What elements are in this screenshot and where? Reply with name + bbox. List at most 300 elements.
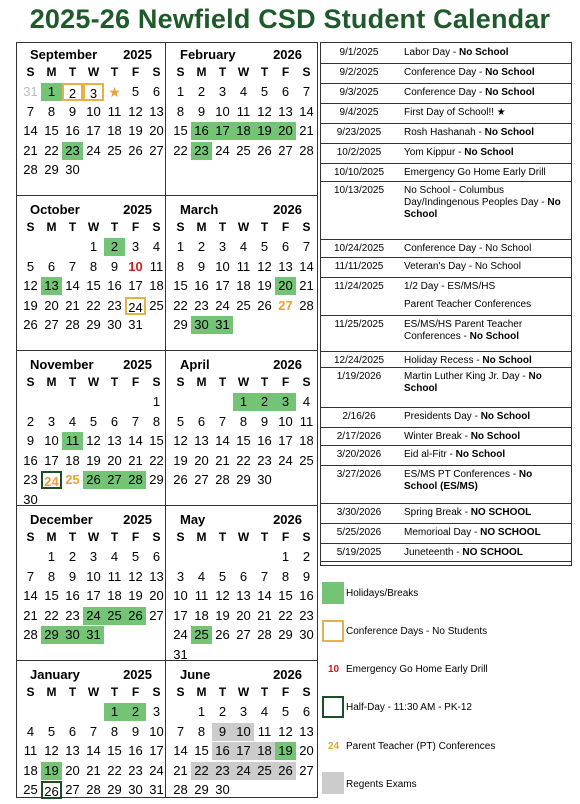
legend-holidays: Holidays/Breaks: [346, 588, 419, 599]
day-cell: 2: [125, 703, 146, 721]
day-cell: 11: [107, 103, 122, 119]
day-cell: 13: [236, 588, 251, 603]
day-cell: 4: [110, 549, 119, 564]
weekday-label: M: [46, 65, 57, 79]
day-cell: 27: [104, 471, 125, 489]
day-cell: 8: [176, 103, 185, 119]
month-header: [166, 354, 312, 374]
event-extra-text: Parent Teacher Conferences: [404, 299, 532, 310]
day-cell: 7: [26, 103, 35, 119]
event-date: 5/25/2026: [336, 527, 382, 538]
event-description: [404, 527, 568, 539]
weekday-label: S: [176, 530, 185, 544]
event-bold-text: No School: [485, 87, 535, 98]
legend-conference-swatch: [322, 620, 344, 642]
event-description: [404, 167, 568, 179]
weekday-label: T: [110, 65, 119, 79]
event-row: [320, 258, 572, 278]
legend-holiday-swatch: [322, 582, 344, 604]
day-cell: 2: [197, 84, 206, 99]
day-cell: 31: [83, 626, 104, 644]
day-cell: 5: [260, 84, 269, 99]
day-cell: 3: [152, 704, 161, 719]
day-cell: 27: [65, 782, 80, 797]
day-cell: 16: [212, 742, 233, 760]
day-cell: 11: [107, 568, 122, 584]
day-cell: 24: [86, 142, 101, 158]
day-cell: 26: [128, 142, 143, 158]
day-cell: 24: [83, 607, 104, 625]
month-name: November: [30, 357, 94, 372]
day-cell: 5: [131, 549, 140, 564]
day-cell: 20: [236, 607, 251, 623]
day-cell: 24: [125, 297, 146, 315]
day-cell: 22: [149, 452, 164, 468]
event-bold-text: No School: [482, 355, 532, 366]
weekday-label: F: [281, 375, 290, 389]
day-cell: 19: [86, 452, 101, 468]
day-cell: 21: [128, 452, 143, 468]
event-text: Conference Day -: [404, 67, 486, 78]
event-text: First Day of School!! ★: [404, 107, 506, 118]
day-cell: 16: [23, 452, 38, 468]
month-name: October: [30, 202, 80, 217]
event-text: Yom Kippur -: [404, 147, 465, 158]
event-date: 5/19/2025: [336, 547, 382, 558]
day-cell: 1: [176, 84, 185, 99]
weekday-label: T: [68, 685, 77, 699]
legend-regents-swatch: [322, 772, 344, 794]
event-row: [320, 368, 572, 408]
month-header: [166, 199, 312, 219]
day-cell: 11: [149, 258, 164, 274]
day-cell: 25: [254, 762, 275, 780]
event-row: [320, 182, 572, 240]
weekday-label: T: [68, 530, 77, 544]
day-cell: 1: [152, 394, 161, 409]
day-cell: 28: [65, 317, 80, 332]
day-cell: 4: [68, 413, 77, 429]
weekday-label: T: [218, 220, 227, 234]
event-text: Veteran's Day - No School: [404, 261, 521, 272]
event-row: [320, 64, 572, 84]
day-cell: 26: [257, 297, 272, 313]
grid-divider: [16, 195, 318, 196]
day-cell: 7: [89, 723, 98, 739]
day-cell: 1: [197, 704, 206, 719]
day-cell: 26: [23, 317, 38, 332]
day-cell: 7: [131, 413, 140, 429]
day-cell: 9: [131, 723, 140, 739]
day-cell: 24: [215, 297, 230, 313]
day-cell: 3: [83, 83, 104, 101]
month-year: 2025: [123, 47, 152, 62]
day-cell: 1: [47, 549, 56, 564]
day-cell: 14: [299, 258, 314, 274]
weekday-label: W: [87, 65, 100, 79]
month-header: [16, 199, 162, 219]
weekday-label: T: [260, 375, 269, 389]
event-description: [404, 243, 568, 255]
day-cell: 30: [215, 782, 230, 797]
day-cell: 5: [218, 568, 227, 584]
day-cell: 25: [236, 297, 251, 313]
day-cell: 18: [107, 588, 122, 603]
weekday-label: M: [46, 685, 57, 699]
day-cell: 10: [44, 433, 59, 448]
day-cell: 13: [107, 433, 122, 448]
day-cell: 23: [128, 762, 143, 778]
day-cell: 13: [299, 723, 314, 739]
event-date: 3/27/2026: [336, 469, 382, 480]
day-cell: 24: [41, 471, 62, 489]
day-cell: 24: [149, 762, 164, 778]
day-cell: 28: [23, 627, 38, 642]
weekday-label: T: [260, 685, 269, 699]
legend-conference: Conference Days - No Students: [346, 626, 488, 637]
day-cell: 19: [173, 452, 188, 468]
day-cell: 23: [62, 142, 83, 160]
day-cell: 22: [44, 142, 59, 158]
day-cell: 21: [299, 123, 314, 138]
day-cell: 2: [197, 239, 206, 254]
day-cell: 2: [302, 549, 311, 564]
day-cell: 6: [197, 413, 206, 429]
weekday-label: T: [110, 685, 119, 699]
day-cell: 7: [218, 413, 227, 429]
day-cell: 26: [215, 627, 230, 642]
weekday-label: T: [110, 220, 119, 234]
event-row: [320, 504, 572, 524]
day-cell: 27: [149, 607, 164, 623]
event-description: [404, 127, 568, 139]
day-cell: 18: [299, 433, 314, 448]
event-bold-text: No School: [464, 147, 514, 158]
day-cell: 14: [215, 433, 230, 448]
weekday-label: F: [281, 685, 290, 699]
weekday-label: S: [152, 65, 161, 79]
month-year: 2026: [273, 357, 302, 372]
event-date: 9/2/2025: [339, 67, 379, 78]
day-cell: 10: [173, 588, 188, 603]
day-cell: 5: [176, 413, 185, 429]
day-cell: 8: [197, 723, 206, 739]
day-cell: 3: [218, 239, 227, 254]
day-cell: 4: [26, 723, 35, 739]
event-description: [404, 449, 568, 461]
day-cell: 10: [86, 103, 101, 119]
day-cell: 28: [23, 162, 38, 177]
day-cell: 15: [194, 743, 209, 758]
event-text: Holiday Recess -: [404, 355, 483, 366]
day-cell: 16: [65, 123, 80, 138]
event-description: [404, 67, 568, 79]
month-name: September: [30, 47, 98, 62]
day-cell: 16: [194, 278, 209, 293]
grid-divider: [16, 505, 318, 506]
event-text: Winter Break -: [404, 431, 471, 442]
legend-regents: Regents Exams: [346, 779, 417, 790]
day-cell: 21: [65, 297, 80, 313]
weekday-label: F: [131, 65, 140, 79]
weekday-label: F: [131, 220, 140, 234]
day-cell: 26: [125, 607, 146, 625]
event-bold-text: No School: [470, 431, 521, 442]
event-bold-text: No School (ES/MS): [404, 469, 533, 492]
day-cell: 8: [89, 258, 98, 274]
day-cell: 26: [83, 471, 104, 489]
day-cell: 24: [173, 627, 188, 642]
weekday-label: W: [87, 220, 100, 234]
day-cell: 3: [176, 568, 185, 584]
weekday-label: T: [218, 65, 227, 79]
day-cell: 23: [212, 762, 233, 780]
day-cell: 22: [107, 762, 122, 778]
day-cell: 9: [68, 103, 77, 119]
day-cell: 17: [86, 123, 101, 138]
month-year: 2025: [123, 357, 152, 372]
day-cell: 14: [23, 588, 38, 603]
day-cell: 9: [26, 433, 35, 448]
day-cell: 19: [215, 607, 230, 623]
day-cell: 24: [278, 452, 293, 468]
day-cell: 21: [215, 452, 230, 468]
weekday-label: M: [196, 685, 207, 699]
day-cell: 20: [275, 122, 296, 140]
day-cell: 5: [47, 723, 56, 739]
weekday-label: S: [152, 375, 161, 389]
weekday-label: S: [26, 685, 35, 699]
weekday-label: M: [46, 375, 57, 389]
day-cell: 7: [260, 568, 269, 584]
day-cell: 19: [23, 297, 38, 313]
weekday-label: T: [68, 220, 77, 234]
day-cell: 28: [215, 472, 230, 487]
day-cell: 9: [212, 723, 233, 741]
day-cell: 13: [278, 103, 293, 119]
month-name: March: [180, 202, 219, 217]
month-header: [16, 509, 162, 529]
weekday-label: S: [176, 220, 185, 234]
day-cell: 9: [110, 258, 119, 274]
weekday-label: F: [281, 220, 290, 234]
day-cell: 6: [152, 549, 161, 564]
day-cell: 9: [197, 103, 206, 119]
weekday-label: T: [68, 65, 77, 79]
month-year: 2026: [273, 47, 302, 62]
day-cell: 1: [89, 239, 98, 254]
event-description: [404, 261, 568, 273]
day-cell: 11: [299, 413, 314, 429]
day-cell: 10: [215, 103, 230, 119]
day-cell: 1: [281, 549, 290, 564]
day-cell: 5: [281, 704, 290, 719]
day-cell: 15: [107, 743, 122, 758]
day-cell: 6: [110, 413, 119, 429]
day-cell: 11: [257, 723, 272, 739]
day-cell: 10: [233, 723, 254, 741]
day-cell: 30: [62, 626, 83, 644]
event-row: [320, 104, 572, 124]
day-cell: 2: [104, 238, 125, 256]
day-cell: 25: [104, 607, 125, 625]
day-cell: 5: [89, 413, 98, 429]
event-text: ES/MS PT Conferences -: [404, 469, 519, 480]
day-cell: 26: [41, 781, 62, 799]
event-description: [404, 87, 568, 99]
day-cell: 8: [176, 258, 185, 274]
event-text: 1/2 Day - ES/MS/HS: [404, 281, 496, 292]
day-cell: 23: [107, 297, 122, 313]
weekday-label: S: [302, 220, 311, 234]
day-cell: 7: [26, 568, 35, 584]
day-cell: 2: [26, 413, 35, 429]
day-cell: 18: [233, 122, 254, 140]
day-cell: 3: [89, 549, 98, 564]
day-cell: 21: [299, 278, 314, 293]
weekday-label: T: [260, 220, 269, 234]
weekday-label: S: [302, 530, 311, 544]
day-cell: 17: [215, 278, 230, 293]
weekday-label: S: [176, 685, 185, 699]
event-row: [320, 84, 572, 104]
day-cell: 28: [299, 142, 314, 158]
day-cell: 1: [176, 239, 185, 254]
day-cell: 25: [107, 142, 122, 158]
day-cell: 17: [149, 743, 164, 758]
day-cell: 5: [26, 258, 35, 274]
day-cell: 20: [194, 452, 209, 468]
grid-divider: [16, 660, 318, 661]
day-cell: 13: [278, 258, 293, 274]
day-cell: 12: [215, 588, 230, 603]
event-description: [404, 507, 568, 519]
day-cell: 8: [47, 103, 56, 119]
day-cell: 19: [257, 278, 272, 293]
day-cell: 31: [128, 317, 143, 332]
day-cell: 22: [173, 297, 188, 313]
day-cell: 29: [173, 317, 188, 332]
day-cell: 14: [128, 433, 143, 448]
day-cell: 6: [281, 239, 290, 254]
day-cell: 24: [233, 762, 254, 780]
day-cell: 18: [236, 278, 251, 293]
month-name: January: [30, 667, 80, 682]
day-cell: 12: [257, 258, 272, 274]
day-cell: 12: [278, 723, 293, 739]
event-text: No School - Columbus Day/Indingenous Peoples Day -: [404, 185, 548, 208]
legend-drill-number: 10: [328, 664, 340, 675]
legend-pt-number: 24: [328, 741, 340, 752]
day-cell: 8: [110, 723, 119, 739]
event-bold-text: NO SCHOOL: [462, 547, 523, 558]
day-cell: 9: [197, 258, 206, 274]
event-description: [404, 371, 568, 395]
day-cell: 15: [44, 588, 59, 603]
day-cell: 25: [236, 142, 251, 158]
day-cell: 25: [149, 297, 164, 313]
day-cell: 3: [275, 393, 296, 411]
weekday-label: M: [196, 375, 207, 389]
day-cell: 26: [173, 472, 188, 487]
event-description: [404, 469, 568, 493]
day-cell: 25: [65, 472, 80, 487]
month-name: February: [180, 47, 236, 62]
day-cell: 21: [257, 607, 272, 623]
day-cell: 16: [107, 278, 122, 293]
day-cell: 15: [278, 588, 293, 603]
day-cell: 13: [149, 103, 164, 119]
day-cell: 10: [215, 258, 230, 274]
event-description: [404, 411, 568, 423]
weekday-label: M: [46, 530, 57, 544]
event-date: 2/16/26: [342, 411, 376, 422]
event-text: Spring Break -: [404, 507, 471, 518]
weekday-label: W: [237, 530, 250, 544]
day-cell: 15: [149, 433, 164, 448]
weekday-label: W: [237, 65, 250, 79]
day-cell: 16: [65, 588, 80, 603]
month-year: 2025: [123, 667, 152, 682]
event-date: 11/25/2025: [334, 319, 384, 330]
event-description: [404, 107, 568, 119]
weekday-label: M: [196, 530, 207, 544]
day-cell: 9: [68, 568, 77, 584]
month-name: December: [30, 512, 93, 527]
day-cell: 6: [68, 723, 77, 739]
day-cell: 3: [239, 704, 248, 719]
day-cell: 11: [236, 103, 251, 119]
day-cell: 17: [278, 433, 293, 448]
event-description: [404, 47, 568, 59]
day-cell: 7: [176, 723, 185, 739]
day-cell: 4: [260, 704, 269, 719]
weekday-label: W: [87, 375, 100, 389]
event-date: 9/3/2025: [339, 87, 379, 98]
day-cell: 11: [62, 432, 83, 450]
event-row: [320, 466, 572, 504]
day-cell: 4: [197, 568, 206, 584]
day-cell: 30: [107, 317, 122, 332]
day-cell: 12: [23, 278, 38, 293]
event-date: 9/4/2025: [339, 107, 379, 118]
day-cell: 17: [128, 278, 143, 293]
event-description: [404, 547, 568, 559]
day-cell: 31: [173, 646, 188, 662]
day-cell: 3: [47, 413, 56, 429]
month-header: [166, 509, 312, 529]
event-description: [404, 185, 568, 221]
event-bold-text: NO SCHOOL: [480, 527, 541, 538]
day-cell: 3: [131, 239, 140, 254]
day-cell: 21: [23, 142, 38, 158]
event-row: [320, 524, 572, 544]
day-cell: 15: [86, 278, 101, 293]
day-cell: 9: [302, 568, 311, 584]
day-cell: 15: [173, 278, 188, 293]
day-cell: 8: [239, 413, 248, 429]
day-cell: 12: [86, 433, 101, 448]
day-cell: 14: [173, 743, 188, 758]
day-cell: 22: [44, 607, 59, 623]
weekday-label: F: [131, 685, 140, 699]
weekday-label: F: [131, 530, 140, 544]
day-cell: 23: [257, 452, 272, 468]
day-cell: 20: [65, 762, 80, 778]
event-date: 9/23/2025: [336, 127, 382, 138]
weekday-label: W: [237, 220, 250, 234]
day-cell: 23: [23, 472, 38, 487]
